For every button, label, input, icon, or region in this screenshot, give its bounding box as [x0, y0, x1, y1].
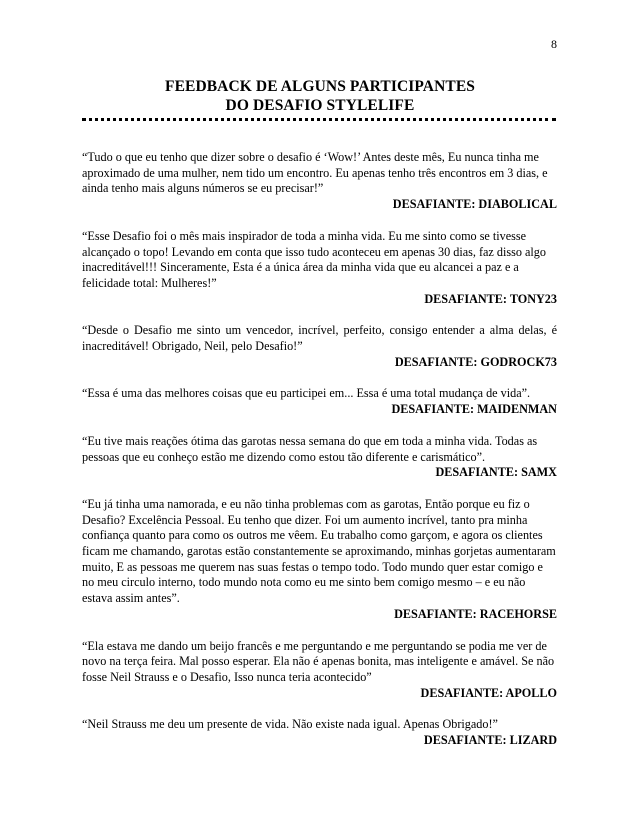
testimonial-author: DESAFIANTE: GODROCK73	[394, 354, 557, 369]
testimonial-quote: “Eu tive mais reações ótima das garotas nessa semana do que em toda a minha vida. Todas as pessoas que eu conheço estão me dizendo como estou tão diferente e carismático”.	[82, 433, 538, 464]
page-title-line-1: FEEDBACK DE ALGUNS PARTICIPANTES	[165, 78, 475, 95]
testimonial-tony23	[82, 229, 557, 308]
testimonial-quote: “Ela estava me dando um beijo francês e me perguntando e me perguntando se podia me ver de novo na terça feira. Mal posso esperar. Ela não é apenas bonita, mas inteligente e amável. Se não fosse Neil Strauss e o Desafio, Isso nunca teria acontecido”	[82, 638, 555, 684]
page-title-line-2: DO DESAFIO STYLELIFE	[225, 97, 415, 114]
testimonial-lizard	[82, 717, 557, 748]
testimonial-godrock73	[82, 323, 557, 370]
testimonial-diabolical	[82, 150, 557, 213]
testimonial-quote: “Desde o Desafio me sinto um vencedor, incrível, perfeito, consigo entender a alma delas, é inacreditável! Obrigado, Neil, pelo Desafio!”	[82, 323, 557, 354]
testimonial-author: DESAFIANTE: MAIDENMAN	[391, 402, 557, 417]
testimonial-racehorse	[82, 497, 557, 623]
testimonial-maidenman	[82, 386, 557, 417]
testimonial-author: DESAFIANTE: RACEHORSE	[394, 606, 557, 621]
testimonial-quote: “Tudo o que eu tenho que dizer sobre o desafio é ‘Wow!’ Antes deste mês, Eu nunca tinha me aproximado de uma mulher, nem tido um encontro. Eu apenas tenho três encontros em 3 dias, e ainda tenho mais alguns números se eu precisar!”	[82, 150, 548, 196]
testimonial-quote: “Esse Desafio foi o mês mais inspirador de toda a minha vida. Eu me sinto como se tivesse alcançado o topo! Levando em conta que isso tudo aconteceu em apenas 30 dias, faz disso algo inacreditável!!! Sinceramente, Esta é a única área da minha vida que eu alcancei a paz e a felicidade total: Mulheres!”	[82, 228, 546, 290]
testimonial-author: DESAFIANTE: DIABOLICAL	[392, 197, 557, 212]
testimonial-author: DESAFIANTE: LIZARD	[423, 733, 557, 748]
testimonial-author: DESAFIANTE: APOLLO	[420, 685, 557, 700]
testimonial-samx	[82, 434, 557, 481]
testimonial-quote: “Neil Strauss me deu um presente de vida. Não existe nada igual. Apenas Obrigado!”	[82, 717, 498, 732]
testimonial-author: DESAFIANTE: TONY23	[424, 291, 557, 306]
dotted-divider	[82, 118, 556, 121]
page-number: 8	[551, 37, 557, 51]
testimonial-quote: “Eu já tinha uma namorada, e eu não tinha problemas com as garotas, Então porque eu fiz o Desafio? Excelência Pessoal. Eu tenho que dizer. Foi um aumento incrível, tanto pra minha confiança quanto para como os outros me vêem. Eu trabalho como garçom, e agora os clientes ficam me chamando, garotas estão constantemente se aproximando, minhas gorjetas aumentaram muito, E as pessoas me querem nas suas festas o tempo todo. Todo mundo quer estar comigo e no meu circulo interno, todo mundo nota como eu me sinto bem comigo mesmo – e eu não estava assim antes”.	[82, 496, 556, 606]
testimonial-author: DESAFIANTE: SAMX	[435, 465, 557, 480]
testimonial-apollo	[82, 639, 557, 702]
testimonials-list	[82, 150, 557, 765]
testimonial-quote: “Essa é uma das melhores coisas que eu participei em... Essa é uma total mudança de vida”.	[82, 386, 531, 401]
page-title	[75, 77, 565, 115]
